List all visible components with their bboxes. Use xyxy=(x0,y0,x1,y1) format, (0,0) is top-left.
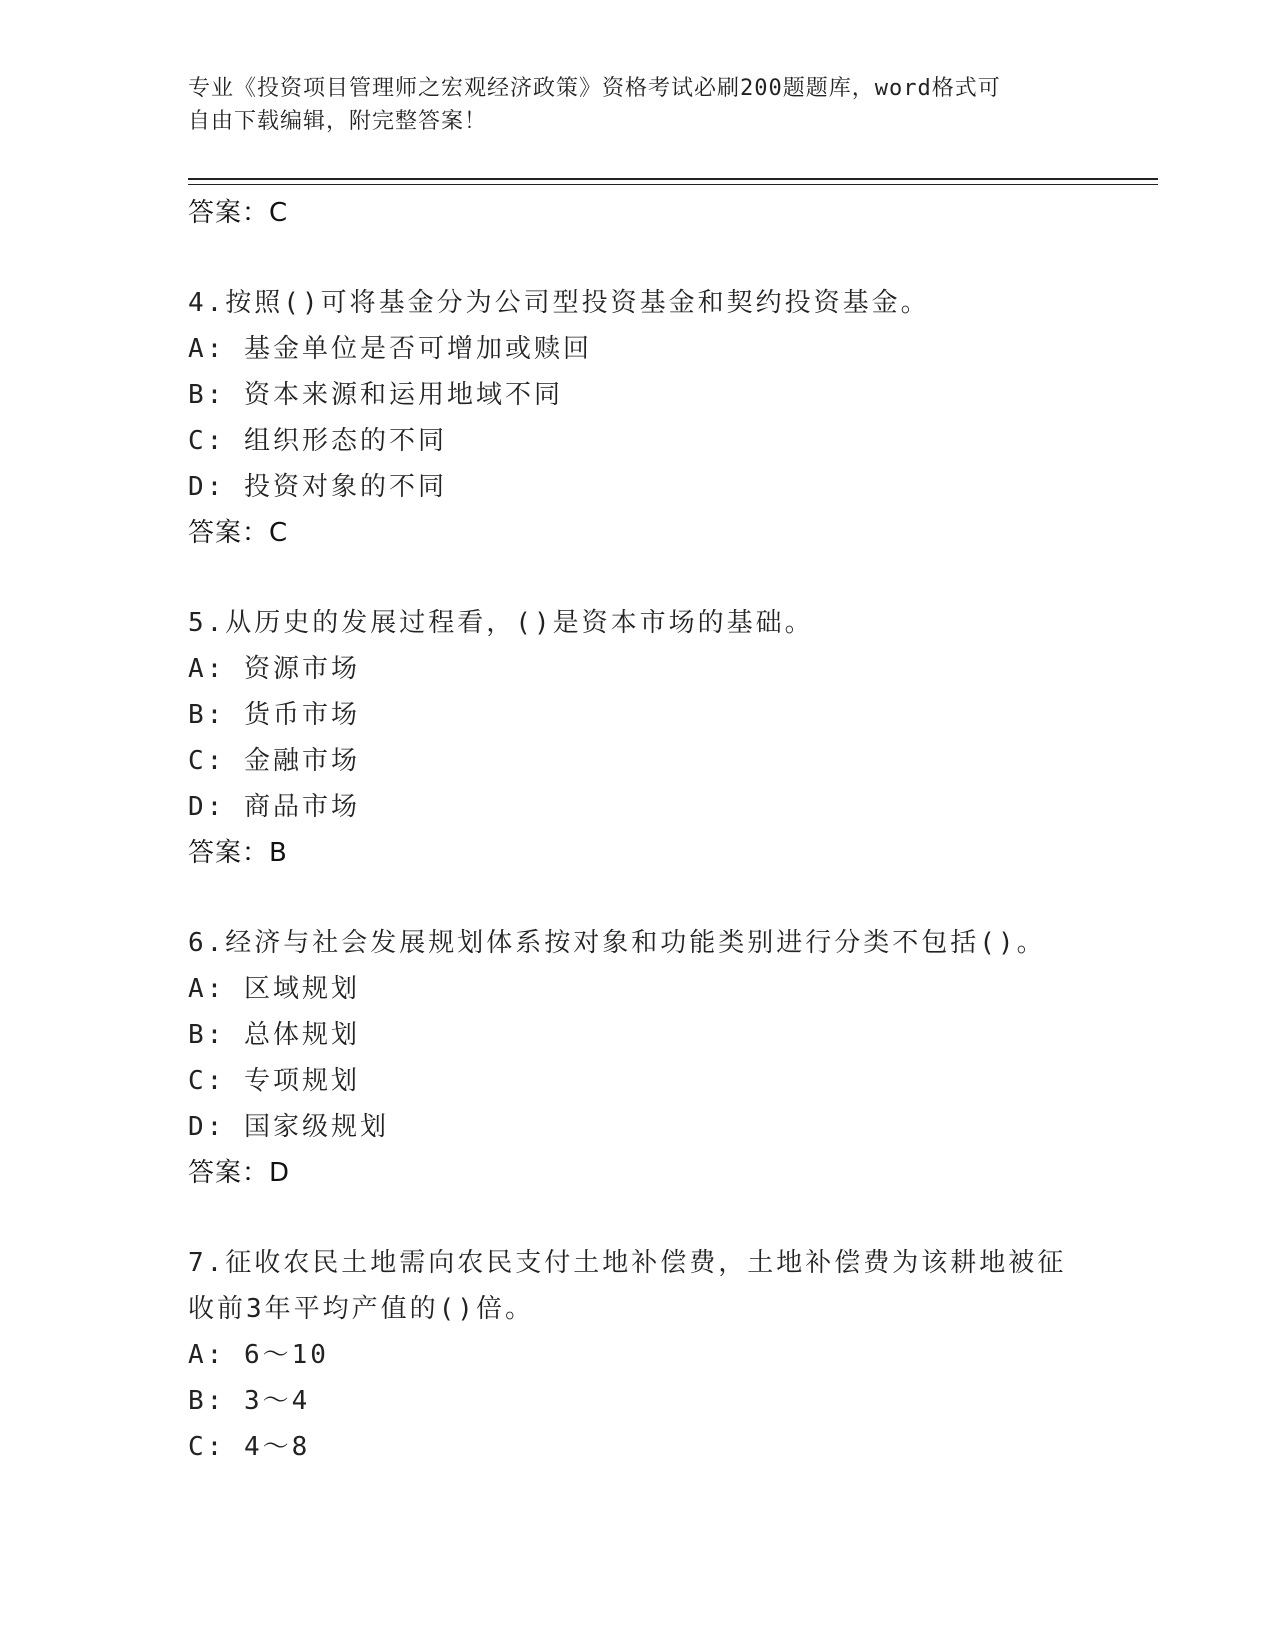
answer-previous: 答案：C xyxy=(188,198,289,228)
answer: 答案：D xyxy=(188,1158,291,1188)
header-line-1: 专业《投资项目管理师之宏观经济政策》资格考试必刷200题题库，word格式可 xyxy=(188,76,1001,101)
option-a: A: 基金单位是否可增加或赎回 xyxy=(188,334,592,364)
header-rule-thick xyxy=(188,178,1158,180)
question-text: 5.从历史的发展过程看，()是资本市场的基础。 xyxy=(188,608,814,638)
option-d: D: 投资对象的不同 xyxy=(188,472,447,502)
option-b: B: 资本来源和运用地域不同 xyxy=(188,380,563,410)
question-text-line-1: 7.征收农民土地需向农民支付土地补偿费，土地补偿费为该耕地被征 xyxy=(188,1248,1067,1278)
option-a: A: 区域规划 xyxy=(188,974,360,1004)
question-7 xyxy=(188,1240,1088,1470)
option-d: D: 商品市场 xyxy=(188,792,360,822)
question-text: 4.按照()可将基金分为公司型投资基金和契约投资基金。 xyxy=(188,288,930,318)
question-text: 6.经济与社会发展规划体系按对象和功能类别进行分类不包括()。 xyxy=(188,928,1046,958)
option-c: C: 4～8 xyxy=(188,1432,311,1462)
document-header xyxy=(188,72,1068,138)
option-c: C: 金融市场 xyxy=(188,746,360,776)
document-body xyxy=(188,190,1088,1470)
option-d: D: 国家级规划 xyxy=(188,1112,389,1142)
option-b: B: 货币市场 xyxy=(188,700,360,730)
question-4 xyxy=(188,280,1088,556)
option-c: C: 专项规划 xyxy=(188,1066,360,1096)
answer: 答案：C xyxy=(188,518,289,548)
option-b: B: 3～4 xyxy=(188,1386,311,1416)
question-6 xyxy=(188,920,1088,1196)
option-c: C: 组织形态的不同 xyxy=(188,426,447,456)
option-a: A: 资源市场 xyxy=(188,654,360,684)
answer: 答案：B xyxy=(188,838,288,868)
question-text-line-2: 收前3年平均产值的()倍。 xyxy=(188,1294,534,1324)
option-b: B: 总体规划 xyxy=(188,1020,360,1050)
question-5 xyxy=(188,600,1088,876)
option-a: A: 6～10 xyxy=(188,1340,329,1370)
header-rule-thin xyxy=(188,184,1158,185)
header-line-2: 自由下载编辑，附完整答案！ xyxy=(188,109,488,134)
